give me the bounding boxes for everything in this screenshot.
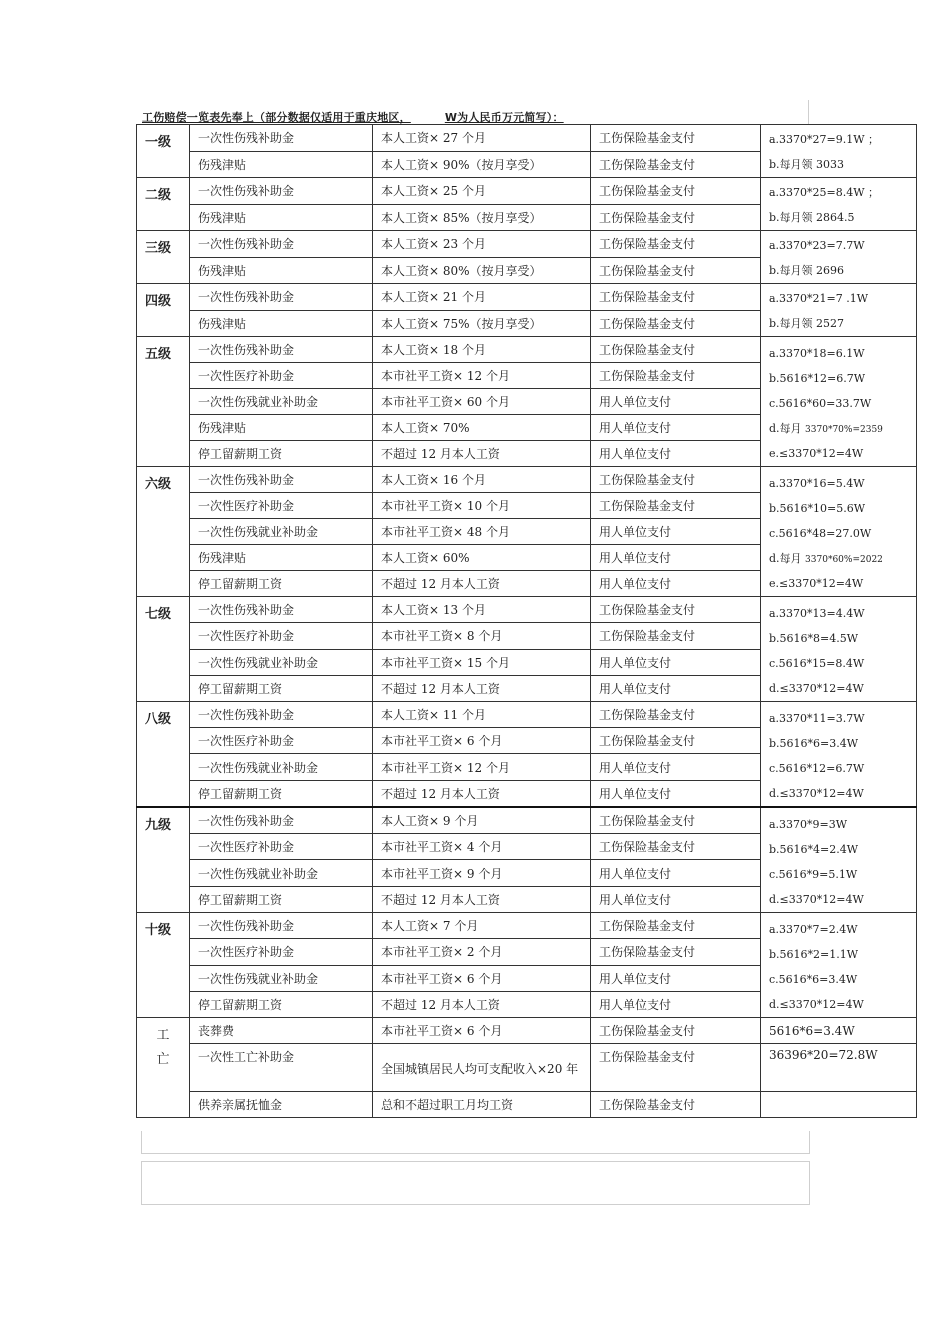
note-text: a.3370*18=6.1W [769, 347, 865, 360]
payer-cell: 工伤保险基金支付 [591, 310, 761, 337]
standard-cell: 本人工资× 27 个月 [373, 125, 591, 152]
payer-cell: 用人单位支付 [591, 780, 761, 807]
payer-cell: 工伤保险基金支付 [591, 1018, 761, 1044]
payer-cell: 用人单位支付 [591, 886, 761, 912]
payer-cell: 工伤保险基金支付 [591, 151, 761, 178]
note-text: d.≤3370*12=4W [769, 893, 864, 906]
payer-cell: 用人单位支付 [591, 965, 761, 991]
payer-cell: 工伤保险基金支付 [591, 1044, 761, 1092]
item-cell: 一次性伤残就业补助金 [190, 965, 373, 991]
note-line [769, 651, 916, 676]
table-row [137, 1044, 917, 1092]
note-text: b.每月领 2527 [769, 317, 845, 330]
item-cell: 一次性伤残就业补助金 [190, 754, 373, 780]
payer-cell: 用人单位支付 [591, 545, 761, 571]
calculation-note: 5616*6=3.4W [761, 1018, 917, 1044]
note-text: b.每月领 2696 [769, 264, 845, 277]
note-text: a.3370*16=5.4W [769, 477, 865, 490]
note-text: a.3370*11=3.7W [769, 712, 865, 725]
calculation-note [761, 913, 917, 1018]
standard-cell: 本人工资× 13 个月 [373, 597, 591, 623]
item-cell: 一次性伤残就业补助金 [190, 649, 373, 675]
standard-cell: 本市社平工资× 8 个月 [373, 623, 591, 649]
item-cell: 丧葬费 [190, 1018, 373, 1044]
grade-label: 九级 [137, 807, 190, 913]
note-text: a.3370*27=9.1W ； [769, 133, 880, 146]
note-text: d.≤3370*12=4W [769, 998, 864, 1011]
note-line [769, 887, 916, 912]
item-cell: 一次性伤残补助金 [190, 284, 373, 311]
note-text: c.5616*15=8.4W [769, 657, 865, 670]
payer-cell: 工伤保险基金支付 [591, 363, 761, 389]
note-line [769, 706, 916, 731]
note-line [769, 967, 916, 992]
grade-label: 五级 [137, 337, 190, 467]
standard-cell: 本市社平工资× 6 个月 [373, 965, 591, 991]
calculation-note [761, 807, 917, 913]
empty-box-1 [141, 1131, 810, 1154]
grade-label: 二级 [137, 178, 190, 231]
grade-label: 八级 [137, 702, 190, 808]
note-text: a.3370*25=8.4W ； [769, 186, 880, 199]
table-row [137, 807, 917, 834]
standard-cell: 本市社平工资× 60 个月 [373, 389, 591, 415]
note-text: d.每月 [769, 422, 802, 435]
note-line [769, 416, 916, 441]
item-cell: 一次性伤残补助金 [190, 467, 373, 493]
item-cell: 伤残津贴 [190, 257, 373, 284]
table-row [137, 337, 917, 363]
note-line [769, 286, 916, 311]
payer-cell: 工伤保险基金支付 [591, 493, 761, 519]
note-line [769, 441, 916, 466]
standard-cell: 总和不超过职工月均工资 [373, 1092, 591, 1118]
grade-char: 亡 [156, 1052, 170, 1067]
compensation-table [136, 124, 917, 1118]
payer-cell: 用人单位支付 [591, 415, 761, 441]
item-cell: 一次性伤残补助金 [190, 702, 373, 728]
item-cell: 一次性医疗补助金 [190, 493, 373, 519]
standard-cell: 本人工资× 80%（按月享受） [373, 257, 591, 284]
item-cell: 停工留薪期工资 [190, 991, 373, 1017]
standard-cell: 本人工资× 21 个月 [373, 284, 591, 311]
standard-cell: 不超过 12 月本人工资 [373, 780, 591, 807]
note-line [769, 676, 916, 701]
note-small-text: 3370*70%=2359 [805, 425, 883, 435]
note-text: b.5616*6=3.4W [769, 737, 859, 750]
table-row [137, 702, 917, 728]
note-text: a.3370*23=7.7W [769, 239, 865, 252]
standard-cell: 本人工资× 25 个月 [373, 178, 591, 205]
standard-cell: 本人工资× 75%（按月享受） [373, 310, 591, 337]
note-line [769, 756, 916, 781]
note-line [769, 205, 916, 230]
note-text: b.5616*12=6.7W [769, 372, 866, 385]
title-suffix: W为人民币万元简写）： [444, 111, 564, 124]
standard-cell: 本人工资× 90%（按月享受） [373, 151, 591, 178]
item-cell: 伤残津贴 [190, 310, 373, 337]
calculation-note [761, 467, 917, 597]
frame-divider [808, 100, 809, 124]
calculation-note [761, 125, 917, 178]
standard-cell: 本市社平工资× 2 个月 [373, 939, 591, 965]
payer-cell: 工伤保险基金支付 [591, 702, 761, 728]
payer-cell: 工伤保险基金支付 [591, 597, 761, 623]
standard-cell: 本人工资× 85%（按月享受） [373, 204, 591, 231]
note-line [769, 496, 916, 521]
payer-cell: 工伤保险基金支付 [591, 913, 761, 939]
note-line [769, 571, 916, 596]
standard-cell: 本市社平工资× 10 个月 [373, 493, 591, 519]
grade-label: 三级 [137, 231, 190, 284]
standard-cell: 本市社平工资× 12 个月 [373, 754, 591, 780]
item-cell: 伤残津贴 [190, 415, 373, 441]
calculation-note [761, 337, 917, 467]
note-text: b.5616*8=4.5W [769, 632, 859, 645]
calculation-note [761, 597, 917, 702]
item-cell: 一次性伤残补助金 [190, 597, 373, 623]
note-line [769, 391, 916, 416]
item-cell: 一次性伤残就业补助金 [190, 389, 373, 415]
note-line [769, 601, 916, 626]
payer-cell: 工伤保险基金支付 [591, 231, 761, 258]
payer-cell: 工伤保险基金支付 [591, 257, 761, 284]
standard-cell: 本人工资× 18 个月 [373, 337, 591, 363]
note-line [769, 471, 916, 496]
table-row [137, 1018, 917, 1044]
table-row [137, 231, 917, 258]
standard-cell: 本人工资× 23 个月 [373, 231, 591, 258]
standard-cell: 不超过 12 月本人工资 [373, 441, 591, 467]
item-cell: 伤残津贴 [190, 204, 373, 231]
payer-cell: 工伤保险基金支付 [591, 728, 761, 754]
payer-cell: 工伤保险基金支付 [591, 337, 761, 363]
item-cell: 一次性伤残就业补助金 [190, 519, 373, 545]
payer-cell: 用人单位支付 [591, 860, 761, 886]
item-cell: 一次性伤残补助金 [190, 178, 373, 205]
payer-cell: 用人单位支付 [591, 571, 761, 597]
note-line [769, 521, 916, 546]
payer-cell: 工伤保险基金支付 [591, 834, 761, 860]
note-text: c.5616*48=27.0W [769, 527, 872, 540]
payer-cell: 工伤保险基金支付 [591, 125, 761, 152]
payer-cell: 工伤保险基金支付 [591, 623, 761, 649]
note-text: a.3370*9=3W [769, 818, 848, 831]
table-row [137, 1092, 917, 1118]
grade-label: 四级 [137, 284, 190, 337]
note-line [769, 731, 916, 756]
item-cell: 一次性医疗补助金 [190, 834, 373, 860]
grade-label: 六级 [137, 467, 190, 597]
payer-cell: 用人单位支付 [591, 675, 761, 701]
item-cell: 一次性伤残补助金 [190, 913, 373, 939]
document-title [142, 109, 564, 125]
standard-cell: 本市社平工资× 12 个月 [373, 363, 591, 389]
note-text: b.每月领 3033 [769, 158, 845, 171]
note-line [769, 862, 916, 887]
note-line [769, 992, 916, 1017]
standard-cell: 本市社平工资× 9 个月 [373, 860, 591, 886]
item-cell: 一次性医疗补助金 [190, 363, 373, 389]
note-text: d.每月 [769, 552, 802, 565]
payer-cell: 用人单位支付 [591, 754, 761, 780]
grade-label: 一级 [137, 125, 190, 178]
payer-cell: 工伤保险基金支付 [591, 939, 761, 965]
standard-cell: 本人工资× 60% [373, 545, 591, 571]
payer-cell: 工伤保险基金支付 [591, 467, 761, 493]
note-text: d.≤3370*12=4W [769, 787, 864, 800]
payer-cell: 用人单位支付 [591, 441, 761, 467]
item-cell: 停工留薪期工资 [190, 571, 373, 597]
note-text: a.3370*13=4.4W [769, 607, 865, 620]
payer-cell: 工伤保险基金支付 [591, 1092, 761, 1118]
note-small-text: 3370*60%=2022 [805, 555, 883, 565]
table-row [137, 284, 917, 311]
standard-cell: 不超过 12 月本人工资 [373, 675, 591, 701]
standard-cell: 本人工资× 7 个月 [373, 913, 591, 939]
note-text: b.每月领 2864.5 [769, 211, 855, 224]
table-row [137, 597, 917, 623]
standard-cell: 本人工资× 9 个月 [373, 807, 591, 834]
standard-cell: 本市社平工资× 48 个月 [373, 519, 591, 545]
note-text: c.5616*60=33.7W [769, 397, 872, 410]
table-row [137, 913, 917, 939]
item-cell: 供养亲属抚恤金 [190, 1092, 373, 1118]
payer-cell: 用人单位支付 [591, 649, 761, 675]
note-line [769, 546, 916, 571]
table-row [137, 125, 917, 152]
payer-cell: 工伤保险基金支付 [591, 807, 761, 834]
standard-cell: 本市社平工资× 6 个月 [373, 1018, 591, 1044]
note-text: c.5616*6=3.4W [769, 973, 858, 986]
standard-cell: 本人工资× 16 个月 [373, 467, 591, 493]
note-text: a.3370*21=7 .1W [769, 292, 869, 305]
note-line [769, 812, 916, 837]
note-text: c.5616*9=5.1W [769, 868, 858, 881]
note-line [769, 152, 916, 177]
item-cell: 停工留薪期工资 [190, 780, 373, 807]
item-cell: 一次性伤残补助金 [190, 231, 373, 258]
standard-cell: 本人工资× 70% [373, 415, 591, 441]
standard-cell: 不超过 12 月本人工资 [373, 886, 591, 912]
payer-cell: 用人单位支付 [591, 519, 761, 545]
grade-label-death [137, 1018, 190, 1118]
note-text: b.5616*4=2.4W [769, 843, 859, 856]
payer-cell: 工伤保险基金支付 [591, 204, 761, 231]
calculation-note: 36396*20=72.8W [761, 1044, 917, 1092]
note-line [769, 127, 916, 152]
item-cell: 一次性伤残补助金 [190, 125, 373, 152]
item-cell: 一次性伤残就业补助金 [190, 860, 373, 886]
note-line [769, 258, 916, 283]
calculation-note [761, 284, 917, 337]
item-cell: 伤残津贴 [190, 151, 373, 178]
note-line [769, 942, 916, 967]
calculation-note [761, 178, 917, 231]
note-text: b.5616*2=1.1W [769, 948, 859, 961]
item-cell: 停工留薪期工资 [190, 675, 373, 701]
standard-cell: 不超过 12 月本人工资 [373, 571, 591, 597]
item-cell: 伤残津贴 [190, 545, 373, 571]
note-line [769, 311, 916, 336]
note-line [769, 626, 916, 651]
item-cell: 停工留薪期工资 [190, 886, 373, 912]
note-line [769, 233, 916, 258]
calculation-note [761, 231, 917, 284]
note-line [769, 917, 916, 942]
payer-cell: 工伤保险基金支付 [591, 284, 761, 311]
note-line [769, 781, 916, 806]
item-cell: 一次性伤残补助金 [190, 337, 373, 363]
standard-cell: 本市社平工资× 15 个月 [373, 649, 591, 675]
table-row [137, 178, 917, 205]
title-text: 工伤赔偿一览表先奉上（部分数据仅适用于重庆地区， [142, 111, 411, 124]
note-line [769, 837, 916, 862]
calculation-note [761, 1092, 917, 1118]
standard-cell: 本人工资× 11 个月 [373, 702, 591, 728]
note-text: b.5616*10=5.6W [769, 502, 866, 515]
empty-box-2 [141, 1161, 810, 1205]
item-cell: 一次性伤残补助金 [190, 807, 373, 834]
standard-cell: 全国城镇居民人均可支配收入×20 年 [373, 1044, 591, 1092]
grade-label: 七级 [137, 597, 190, 702]
payer-cell: 用人单位支付 [591, 389, 761, 415]
item-cell: 一次性医疗补助金 [190, 623, 373, 649]
item-cell: 停工留薪期工资 [190, 441, 373, 467]
grade-label: 十级 [137, 913, 190, 1018]
note-text: d.≤3370*12=4W [769, 682, 864, 695]
note-text: e.≤3370*12=4W [769, 577, 864, 590]
calculation-note [761, 702, 917, 808]
standard-cell: 本市社平工资× 4 个月 [373, 834, 591, 860]
standard-cell: 不超过 12 月本人工资 [373, 991, 591, 1017]
table-row [137, 467, 917, 493]
note-text: a.3370*7=2.4W [769, 923, 858, 936]
note-line [769, 366, 916, 391]
grade-char: 工 [156, 1028, 170, 1043]
payer-cell: 工伤保险基金支付 [591, 178, 761, 205]
item-cell: 一次性医疗补助金 [190, 939, 373, 965]
item-cell: 一次性医疗补助金 [190, 728, 373, 754]
payer-cell: 用人单位支付 [591, 991, 761, 1017]
note-text: e.≤3370*12=4W [769, 447, 864, 460]
item-cell: 一次性工亡补助金 [190, 1044, 373, 1092]
note-text: c.5616*12=6.7W [769, 762, 865, 775]
note-line [769, 180, 916, 205]
standard-cell: 本市社平工资× 6 个月 [373, 728, 591, 754]
note-line [769, 341, 916, 366]
